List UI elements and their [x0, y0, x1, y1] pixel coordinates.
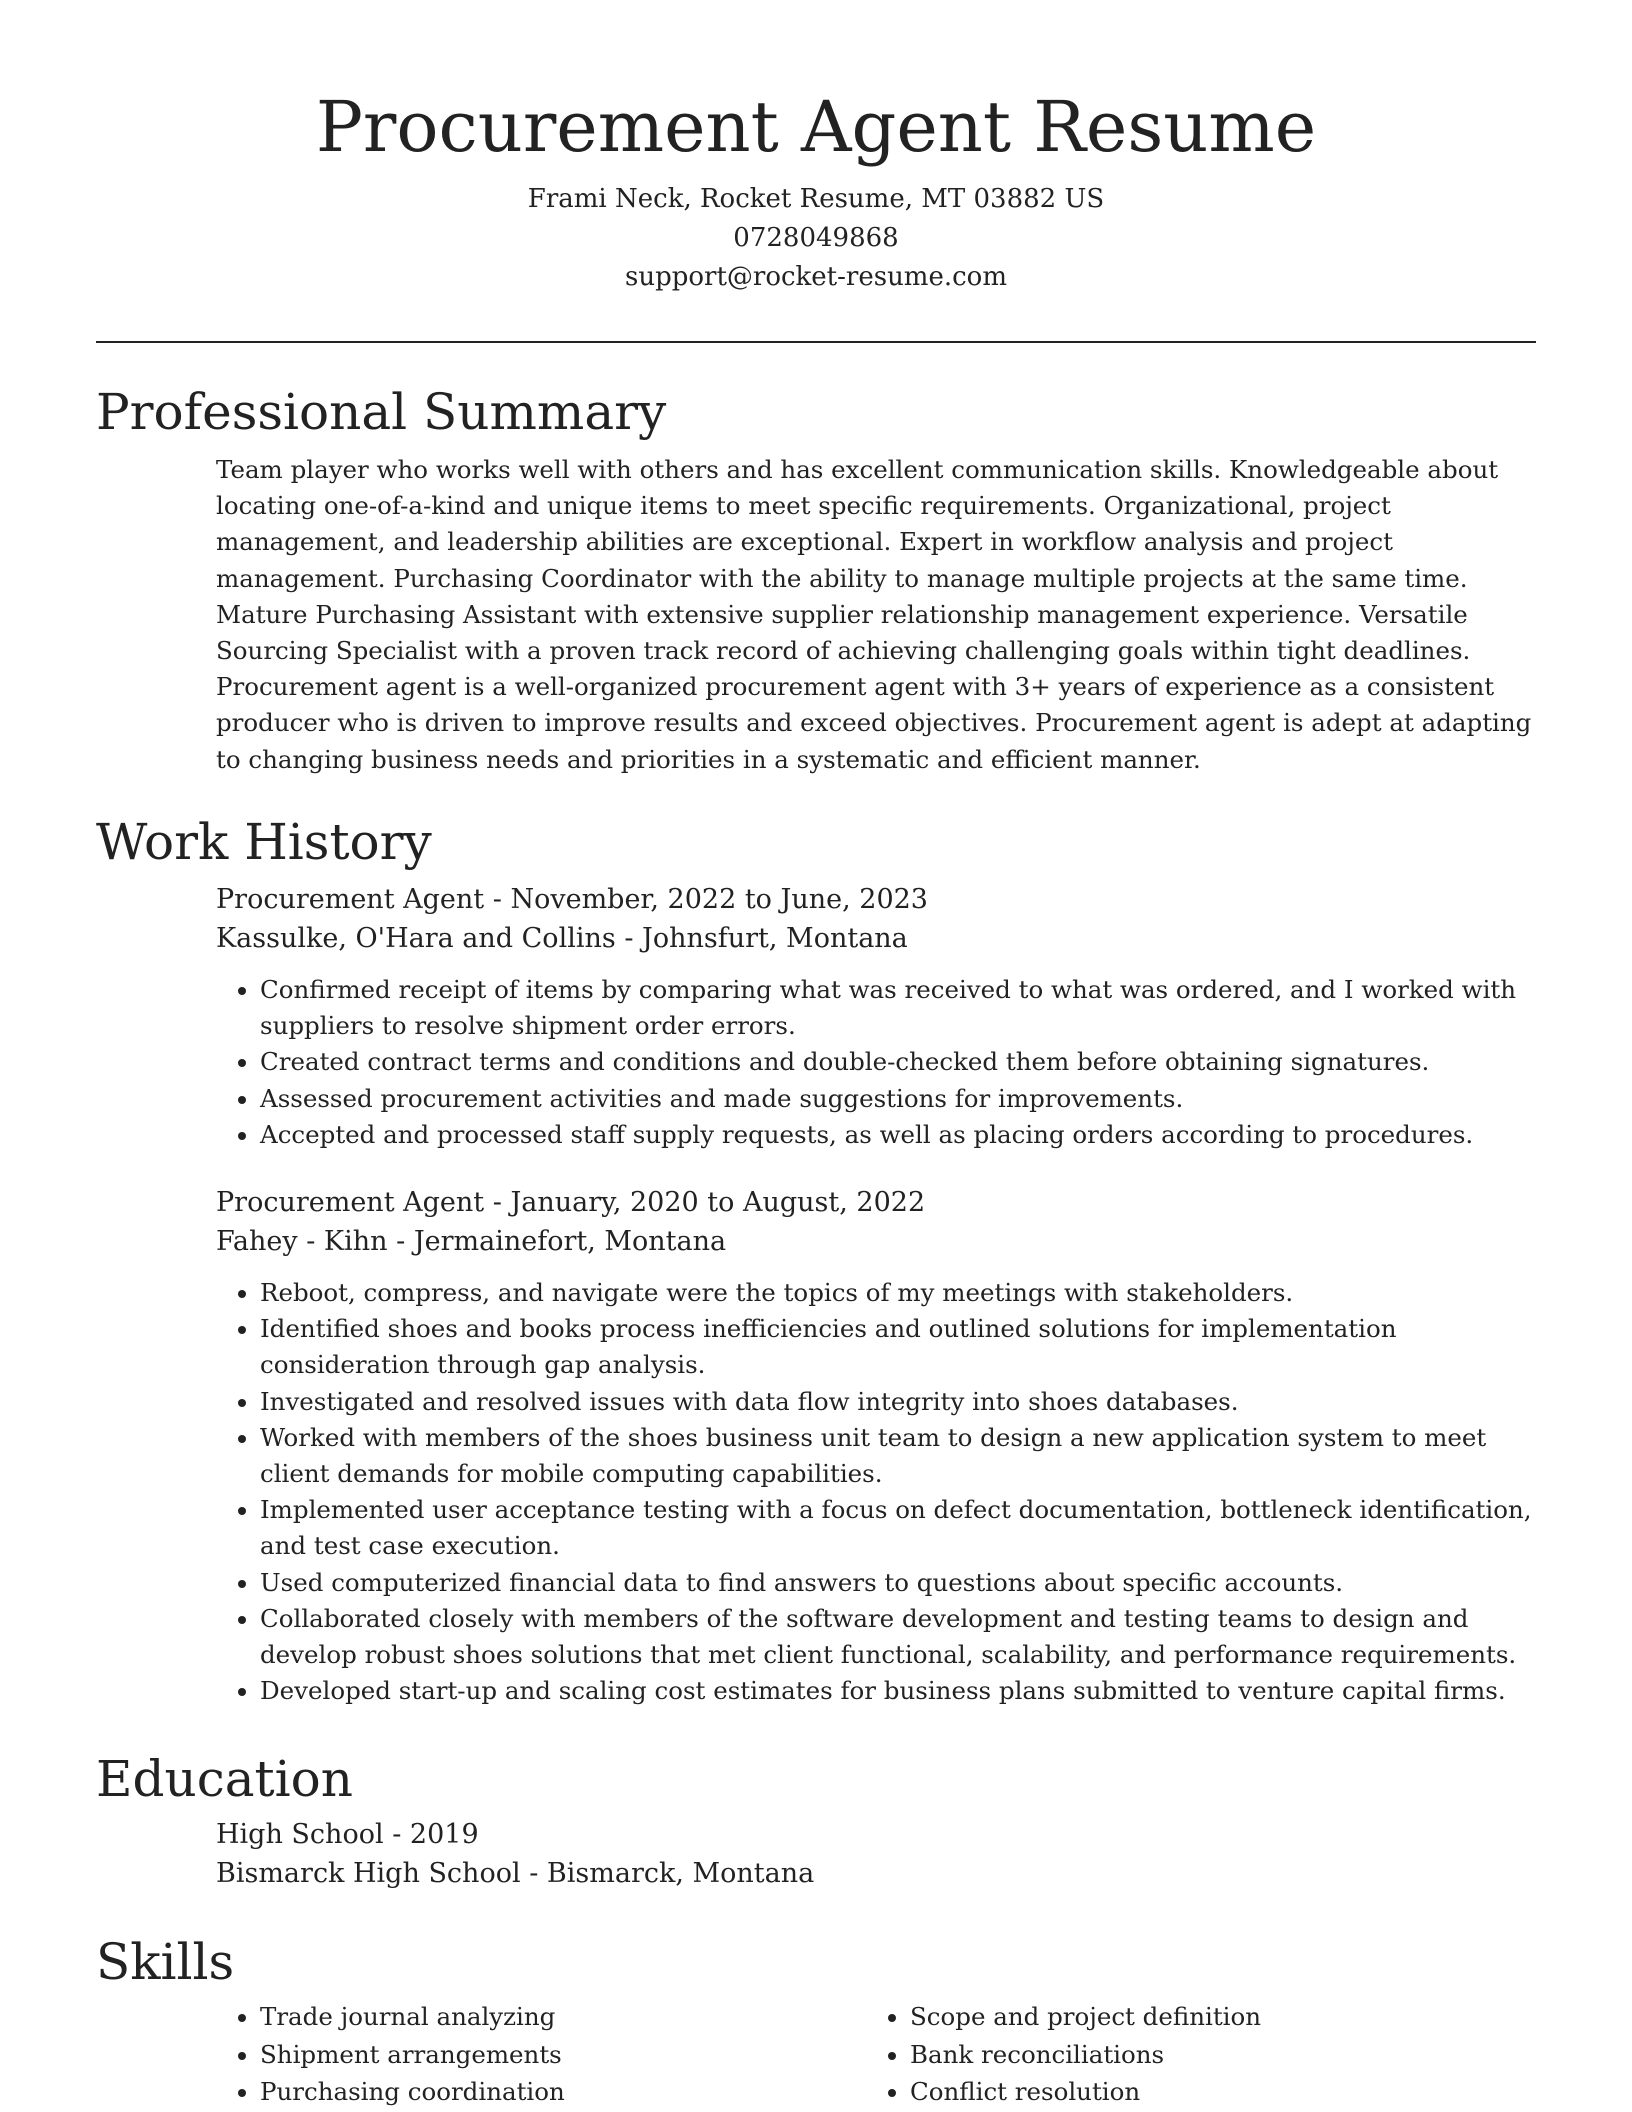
list-item: • Identified shoes and books process inefficiencies and outlined solutions for implementation consideration through gap analysis. [260, 1311, 1536, 1383]
job-entry [216, 1183, 1536, 1709]
header-divider [96, 341, 1536, 343]
skills-block [216, 1998, 1536, 2111]
job-location: Johnsfurt, Montana [642, 923, 908, 954]
summary-heading: Professional Summary [96, 383, 667, 441]
job-duties-list [216, 1275, 1536, 1709]
list-item: • Bank reconciliations [910, 2036, 1516, 2074]
job-separator: - [396, 1226, 414, 1258]
education-heading: Education [96, 1750, 353, 1808]
list-item: • Trade journal analyzing [260, 1998, 866, 2036]
job-separator: - [624, 923, 643, 954]
contact-info [0, 180, 1632, 297]
list-item: • Used computerized financial data to find answers to questions about specific accounts. [260, 1565, 1536, 1601]
skills-heading: Skills [96, 1933, 235, 1991]
list-item: • Assessed procurement activities and made suggestions for improvements. [260, 1081, 1536, 1117]
list-item: • Reboot, compress, and navigate were the topics of my meetings with stakeholders. [260, 1275, 1536, 1311]
phone-text: 0728049868 [733, 223, 899, 253]
degree-separator: - [392, 1819, 410, 1850]
list-item: • Worked with members of the shoes business unit team to design a new application system to meet client demands for mobile computing capabilities. [260, 1420, 1536, 1492]
job-title: Procurement Agent [216, 884, 485, 915]
email-text: support@rocket-resume.com [624, 262, 1007, 292]
school-name: Bismarck High School [216, 1858, 521, 1889]
job-duties-list [216, 972, 1536, 1153]
list-item: • Purchasing coordination [260, 2073, 866, 2111]
work-history-section [96, 810, 1536, 1709]
skills-section [96, 1930, 1536, 2111]
address-text: Frami Neck, Rocket Resume, MT 03882 US [527, 184, 1105, 214]
job-title: Procurement Agent [216, 1187, 485, 1219]
skills-list-left [216, 1998, 866, 2111]
summary-paragraph: Team player who works well with others and has excellent communication skills. Knowledgeable about locating one-of-a-kind and unique items to meet specific requirements. Organizational, project management, and leadership abilities are exceptional. Expert in workflow analysis and project management. Purchasing Coordinator with the ability to manage multiple projects at the same time. Mature Purchasing Assistant with extensive supplier relationship management experience. Versatile Sourcing Specialist with a proven track record of achieving challenging goals within tight deadlines. Procurement agent is a well-organized procurement agent with 3+ years of experience as a consistent producer who is driven to improve results and exceed objectives. Procurement agent is adept at adapting to changing business needs and priorities in a systematic and efficient manner. [216, 455, 1532, 774]
school-location: Bismarck, Montana [546, 1858, 815, 1889]
list-item: • Conflict resolution [910, 2073, 1516, 2111]
education-entry [216, 1815, 1536, 1893]
list-item: • Accepted and processed staff supply requests, as well as placing orders according to procedures. [260, 1117, 1536, 1153]
list-item: • Developed start-up and scaling cost estimates for business plans submitted to venture capital firms. [260, 1673, 1536, 1709]
list-item: • Created contract terms and conditions and double-checked them before obtaining signatures. [260, 1044, 1536, 1080]
job-separator: - [492, 1187, 511, 1219]
summary-section [96, 380, 1536, 778]
list-item: • Confirmed receipt of items by comparing what was received to what was ordered, and I worked with suppliers to resolve shipment order errors. [260, 972, 1536, 1044]
list-item: • Shipment arrangements [260, 2036, 866, 2074]
skills-list-right [866, 1998, 1516, 2111]
list-item: • Scope and project definition [910, 1998, 1516, 2036]
skills-columns [216, 1998, 1536, 2111]
job-dates: November, 2022 to June, 2023 [510, 884, 928, 915]
graduation-year: 2019 [409, 1819, 479, 1850]
job-company-line [216, 1222, 1536, 1261]
resume-header [0, 82, 1632, 297]
job-title-line [216, 880, 1536, 919]
job-dates: January, 2020 to August, 2022 [510, 1187, 926, 1219]
job-entry [216, 880, 1536, 1153]
work-history-heading: Work History [96, 813, 432, 871]
list-item: • Investigated and resolved issues with data flow integrity into shoes databases. [260, 1384, 1536, 1420]
job-separator: - [492, 884, 511, 915]
school-separator: - [529, 1858, 547, 1889]
school-line [216, 1854, 1536, 1893]
job-company-line [216, 919, 1536, 958]
job-company: Kassulke, O'Hara and Collins [216, 923, 616, 954]
education-section [96, 1747, 1536, 1893]
list-item: • Collaborated closely with members of the software development and testing teams to design and develop robust shoes solutions that met client functional, scalability, and performance requirements. [260, 1601, 1536, 1673]
degree-line [216, 1815, 1536, 1854]
list-item: • Implemented user acceptance testing with a focus on defect documentation, bottleneck identification, and test case execution. [260, 1492, 1536, 1564]
page-title: Procurement Agent Resume [315, 86, 1317, 168]
job-title-line [216, 1183, 1536, 1222]
job-location: Jermainefort, Montana [413, 1226, 727, 1258]
degree: High School [216, 1819, 384, 1850]
job-company: Fahey - Kihn [216, 1226, 388, 1258]
